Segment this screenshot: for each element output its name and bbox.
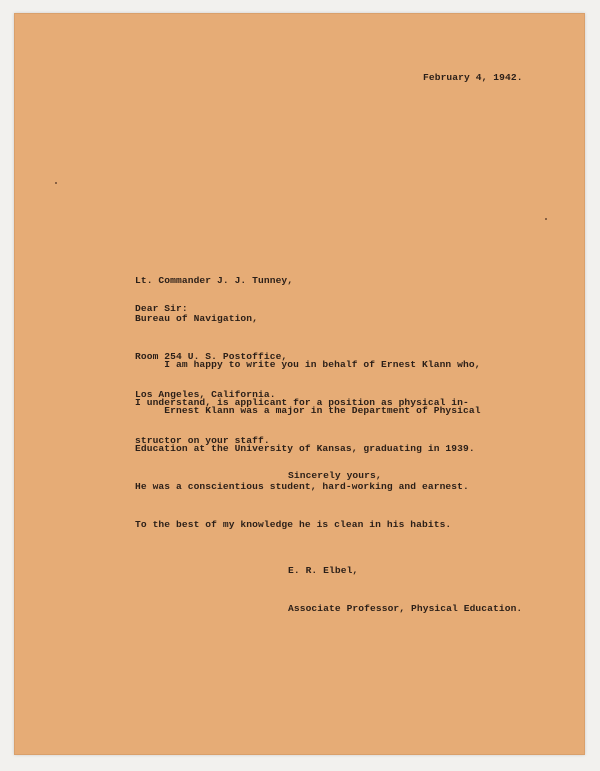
paragraph-line: I understand, is applicant for a position as physical in- bbox=[135, 396, 469, 408]
signature-block bbox=[288, 540, 522, 641]
letter-page bbox=[14, 13, 585, 755]
recipient-line: Bureau of Navigation, bbox=[135, 312, 259, 324]
letter-date: February 4, 1942. bbox=[423, 72, 523, 83]
signature-name: E. R. Elbel, bbox=[288, 565, 359, 577]
salutation: Dear Sir: bbox=[135, 303, 188, 314]
recipient-line: Room 254 U. S. Postoffice, bbox=[135, 350, 288, 362]
recipient-line: Lt. Commander J. J. Tunney, bbox=[135, 275, 294, 287]
paper-speck bbox=[55, 182, 57, 184]
paragraph-line: He was a conscientious student, hard-working and earnest. bbox=[135, 480, 469, 492]
paragraph-line: structor on your staff. bbox=[135, 434, 270, 446]
paragraph-line: Education at the University of Kansas, graduating in 1939. bbox=[135, 442, 475, 454]
body-paragraph-2 bbox=[135, 380, 481, 556]
paragraph-line: To the best of my knowledge he is clean in his habits. bbox=[135, 518, 452, 530]
paragraph-line: Ernest Klann was a major in the Department of Physical bbox=[135, 405, 481, 417]
paper-speck bbox=[545, 218, 547, 220]
paragraph-line: I am happy to write you in behalf of Ernest Klann who, bbox=[135, 359, 481, 371]
closing: Sincerely yours, bbox=[288, 470, 382, 481]
signature-title: Associate Professor, Physical Education. bbox=[288, 602, 523, 614]
recipient-line: Los Angeles, California. bbox=[135, 388, 276, 400]
